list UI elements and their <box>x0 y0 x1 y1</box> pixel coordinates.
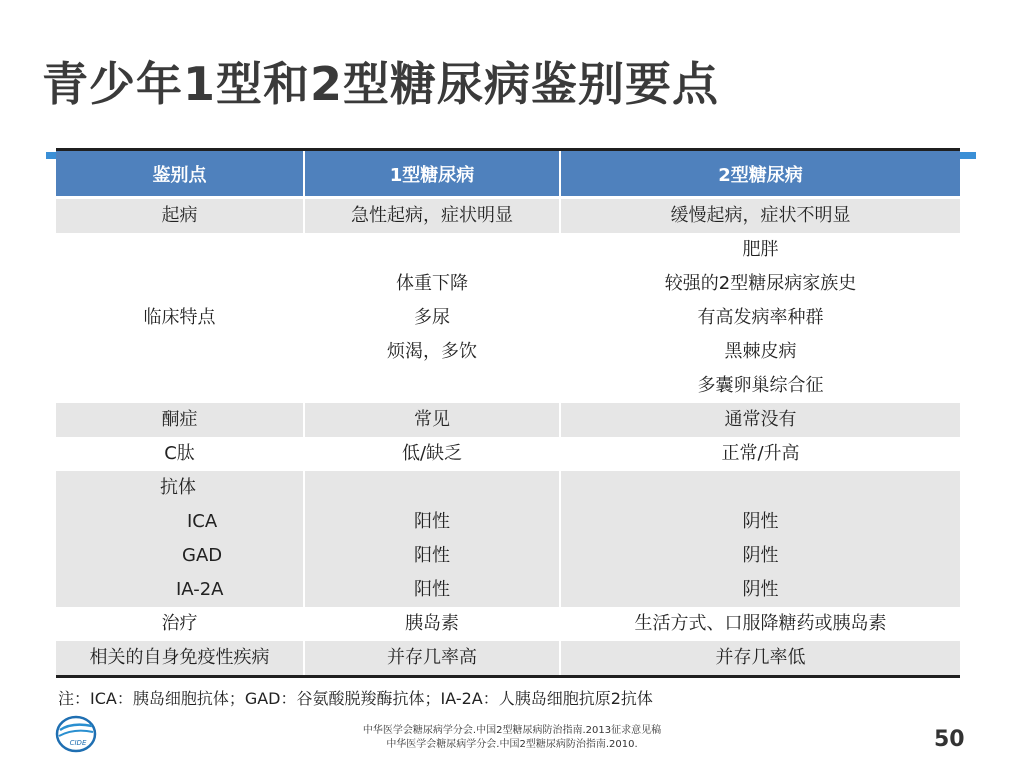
header-type1: 1型糖尿病 <box>304 150 560 198</box>
cell-point: 起病 <box>56 198 304 234</box>
cell-point: 相关的自身免疫性疾病 <box>56 641 304 677</box>
cell-type2: 正常/升高 <box>560 437 960 471</box>
table-row-antibody <box>56 471 960 607</box>
antibody-gad-t1: 阳性 <box>414 545 450 566</box>
antibody-gad-label: GAD <box>182 545 223 566</box>
header-type2: 2型糖尿病 <box>560 150 960 198</box>
accent-bar-right <box>958 152 976 159</box>
footnote: 注：ICA：胰岛细胞抗体；GAD：谷氨酸脱羧酶抗体；IA-2A：人胰岛细胞抗原2抗体 <box>58 689 653 708</box>
antibody-ica-t2: 阴性 <box>742 511 779 532</box>
cell-point <box>56 471 304 607</box>
table-row-cpeptide <box>56 437 960 471</box>
antibody-ia2a-label: IA-2A <box>176 579 224 600</box>
header-point: 鉴别点 <box>56 150 304 198</box>
cell-type2 <box>560 233 960 403</box>
cell-point: 酮症 <box>56 403 304 437</box>
cell-type1 <box>304 471 560 607</box>
antibody-gad-t2: 阴性 <box>742 545 779 566</box>
cell-point: 临床特点 <box>56 233 304 403</box>
clinical-t1-item: 体重下降 <box>396 273 468 294</box>
table-row-clinical <box>56 233 960 403</box>
table-row-autoimmune <box>56 641 960 677</box>
clinical-t2-item: 有高发病率种群 <box>697 307 824 328</box>
cell-type1 <box>304 233 560 403</box>
cell-point: 治疗 <box>56 607 304 641</box>
cell-type2 <box>560 471 960 607</box>
cell-type1: 低/缺乏 <box>304 437 560 471</box>
comparison-table <box>56 148 960 678</box>
cide-logo-icon <box>54 714 98 754</box>
cell-type2: 缓慢起病，症状不明显 <box>560 198 960 234</box>
cell-type2: 通常没有 <box>560 403 960 437</box>
clinical-t2-item: 黑棘皮病 <box>724 341 797 362</box>
table-header-row <box>56 150 960 198</box>
table-row-treatment <box>56 607 960 641</box>
antibody-ia2a-t1: 阳性 <box>414 579 450 600</box>
page-number: 50 <box>934 727 965 752</box>
svg-text:CIDE: CIDE <box>69 739 87 747</box>
clinical-t2-item: 多囊卵巢综合征 <box>697 375 824 396</box>
table-row-ketosis <box>56 403 960 437</box>
clinical-t2-item: 肥胖 <box>742 239 779 260</box>
reference-line: 中华医学会糖尿病学分会.中国2型糖尿病防治指南.2013征求意见稿 <box>362 725 662 736</box>
clinical-t2-item: 较强的2型糖尿病家族史 <box>664 273 857 294</box>
cell-point: C肽 <box>56 437 304 471</box>
clinical-t1-item: 多尿 <box>414 307 450 328</box>
antibody-label: 抗体 <box>160 477 196 498</box>
table-row-onset <box>56 198 960 234</box>
antibody-ica-t1: 阳性 <box>414 511 450 532</box>
antibody-ia2a-t2: 阴性 <box>742 579 779 600</box>
cell-type2: 生活方式、口服降糖药或胰岛素 <box>560 607 960 641</box>
cell-type1: 并存几率高 <box>304 641 560 677</box>
cell-type1: 胰岛素 <box>304 607 560 641</box>
page-title: 青少年1型和2型糖尿病鉴别要点 <box>42 57 720 111</box>
references <box>312 724 712 752</box>
reference-line: 中华医学会糖尿病学分会.中国2型糖尿病防治指南.2010. <box>386 739 638 750</box>
cell-type2: 并存几率低 <box>560 641 960 677</box>
cell-type1: 急性起病，症状明显 <box>304 198 560 234</box>
clinical-t1-item: 烦渴，多饮 <box>387 341 477 362</box>
cell-type1: 常见 <box>304 403 560 437</box>
antibody-ica-label: ICA <box>187 511 218 532</box>
